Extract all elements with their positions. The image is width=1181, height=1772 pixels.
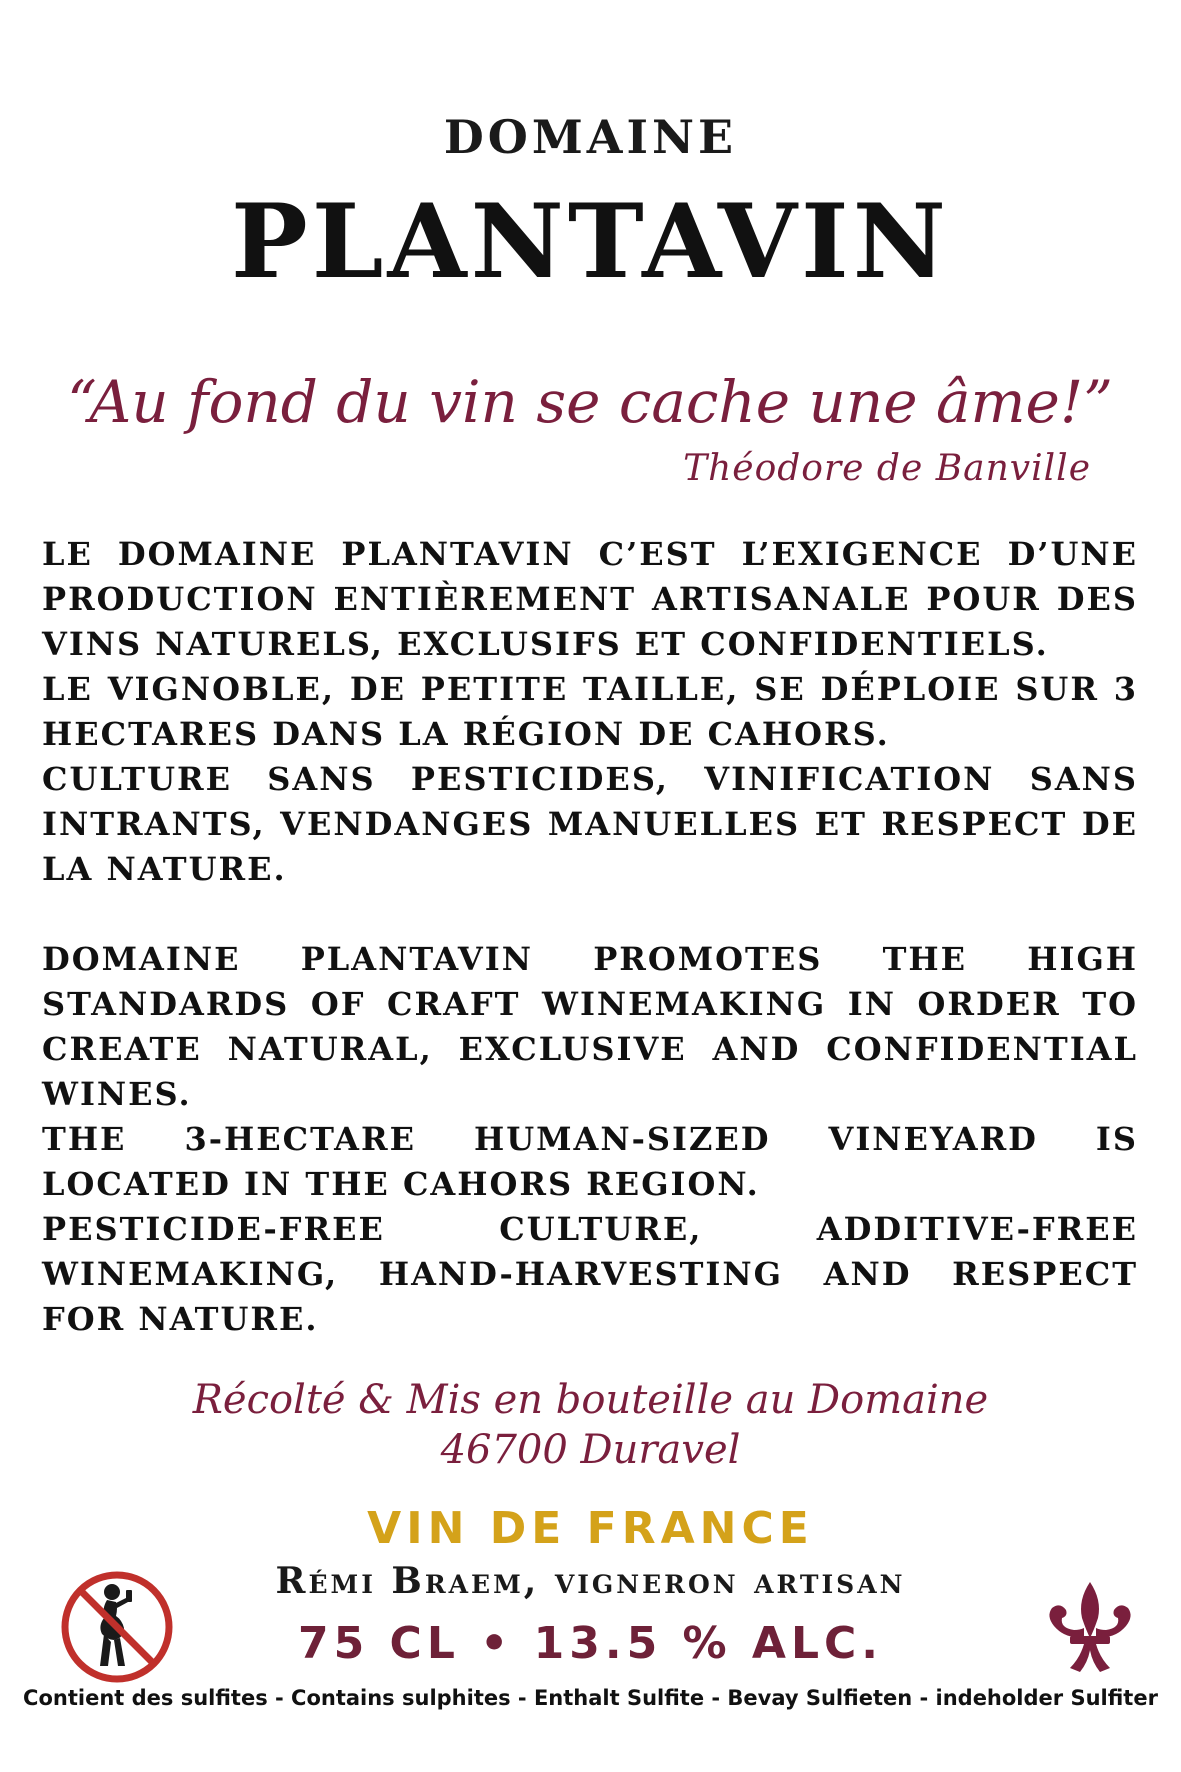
pregnancy-warning-icon [58,1568,176,1686]
description-french [42,532,1138,892]
quote-author: Théodore de Banville [683,448,1091,489]
producer-name: Rémi Braem, vigneron artisan [275,1560,906,1602]
sulfites-notice: Contient des sulfites - Contains sulphites - Enthalt Sulfite - Bevay Sulfieten - indeholder Sulfiter [23,1686,1158,1710]
paragraph: LE DOMAINE PLANTAVIN C’EST L’EXIGENCE D’UNE PRODUCTION ENTIÈREMENT ARTISANALE POUR DES VINS NATURELS, EXCLUSIFS ET CONFIDENTIELS. [42,535,1138,663]
bottling-address: 46700 Duravel [440,1427,741,1473]
paragraph: THE 3-HECTARE HUMAN-SIZED VINEYARD IS LOCATED IN THE CAHORS REGION. [42,1120,1138,1203]
estate-name: PLANTAVIN [231,182,950,302]
volume-alcohol: 75 CL • 13.5 % ALC. [297,1618,883,1669]
quote-text: “Au fond du vin se cache une âme!” [67,368,1113,436]
description-english [42,937,1138,1342]
appellation: VIN DE FRANCE [367,1503,814,1554]
paragraph: LE VIGNOBLE, DE PETITE TAILLE, SE DÉPLOIE SUR 3 HECTARES DANS LA RÉGION DE CAHORS. [42,670,1138,753]
domaine-heading: DOMAINE [443,110,738,164]
paragraph: PESTICIDE-FREE CULTURE, ADDITIVE-FREE WINEMAKING, HAND-HARVESTING AND RESPECT FOR NATURE. [42,1210,1138,1338]
bottling-line: Récolté & Mis en bouteille au Domaine [192,1377,989,1423]
paragraph: CULTURE SANS PESTICIDES, VINIFICATION SANS INTRANTS, VENDANGES MANUELLES ET RESPECT DE LA NATURE. [42,760,1138,888]
fleur-de-lis-icon [1040,1578,1140,1678]
paragraph: DOMAINE PLANTAVIN PROMOTES THE HIGH STANDARDS OF CRAFT WINEMAKING IN ORDER TO CREATE NATURAL, EXCLUSIVE AND CONFIDENTIAL WINES. [42,940,1138,1113]
bottling-statement [0,1375,1181,1475]
